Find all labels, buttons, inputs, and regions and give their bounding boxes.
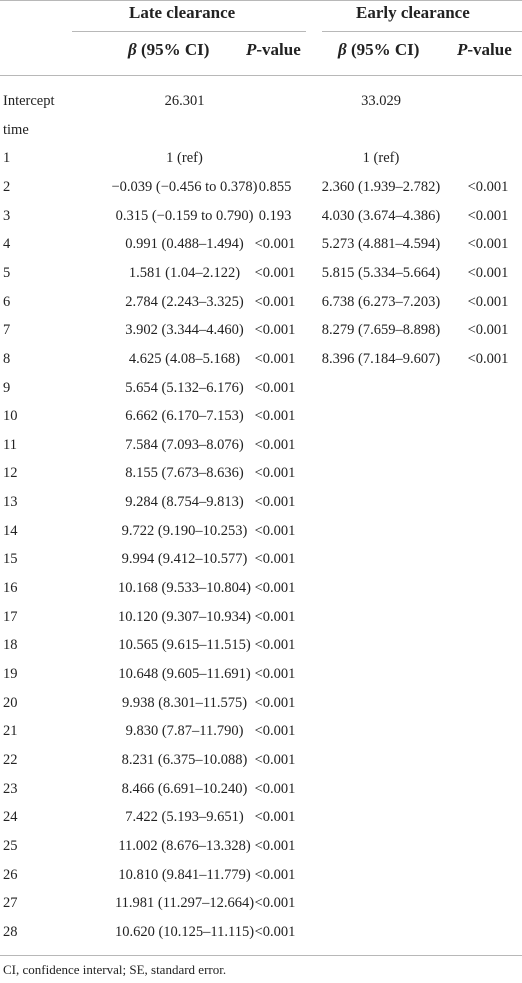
late-beta-cell: 11.002 (8.676–13.328) (118, 838, 251, 854)
row-label: 28 (3, 924, 18, 940)
early-group-rule (322, 31, 522, 32)
late-p-cell: <0.001 (254, 322, 296, 338)
late-p-cell: <0.001 (254, 752, 296, 768)
late-beta-cell: 1 (ref) (166, 150, 203, 166)
late-p-cell: <0.001 (254, 437, 296, 453)
early-beta-cell: 5.273 (4.881–4.594) (321, 236, 441, 252)
row-label: 4 (3, 236, 11, 252)
late-beta-cell: 11.981 (11.297–12.664) (114, 895, 255, 911)
late-beta-cell: 0.991 (0.488–1.494) (125, 236, 244, 252)
late-beta-cell: 10.810 (9.841–11.779) (118, 867, 251, 883)
late-p-suffix: -value (256, 40, 301, 59)
row-label: 2 (3, 179, 11, 195)
late-beta-cell: 9.722 (9.190–10.253) (121, 523, 248, 539)
late-p-cell: <0.001 (254, 609, 296, 625)
late-beta-cell: 8.155 (7.673–8.636) (125, 465, 244, 481)
late-p-symbol: P (246, 40, 257, 59)
late-p-cell: <0.001 (254, 351, 296, 367)
late-group-rule (72, 31, 306, 32)
late-beta-cell: 7.584 (7.093–8.076) (125, 437, 244, 453)
row-label: 9 (3, 380, 11, 396)
late-beta-cell: 10.168 (9.533–10.804) (118, 580, 251, 596)
late-p-cell: <0.001 (254, 695, 296, 711)
group-header-early: Early clearance (356, 3, 470, 22)
late-beta-cell: 9.994 (9.412–10.577) (121, 551, 248, 567)
row-label: 1 (3, 150, 11, 166)
row-label: 11 (3, 437, 17, 453)
late-p-cell: <0.001 (254, 408, 296, 424)
row-label: time (3, 122, 29, 138)
row-label: 25 (3, 838, 18, 854)
row-label: 22 (3, 752, 18, 768)
row-label: 6 (3, 294, 11, 310)
late-beta-cell: 5.654 (5.132–6.176) (125, 380, 244, 396)
row-label: Intercept (3, 93, 55, 109)
early-beta-cell: 5.815 (5.334–5.664) (321, 265, 441, 281)
row-label: 16 (3, 580, 18, 596)
early-p-symbol: P (457, 40, 468, 59)
late-beta-cell: 10.620 (10.125–11.115) (114, 924, 255, 940)
late-beta-cell: 6.662 (6.170–7.153) (125, 408, 244, 424)
late-p-cell: <0.001 (254, 781, 296, 797)
late-p-cell: <0.001 (254, 380, 296, 396)
late-beta-symbol: β (128, 40, 137, 59)
late-p-cell: <0.001 (254, 523, 296, 539)
late-p-cell: <0.001 (254, 809, 296, 825)
table-top-rule (0, 0, 522, 1)
late-p-cell: <0.001 (254, 637, 296, 653)
late-p-cell: <0.001 (254, 236, 296, 252)
late-p-cell: <0.001 (254, 723, 296, 739)
row-label: 19 (3, 666, 18, 682)
early-beta-cell: 8.279 (7.659–8.898) (321, 322, 441, 338)
late-p-cell: <0.001 (254, 294, 296, 310)
row-label: 20 (3, 695, 18, 711)
early-p-cell: <0.001 (467, 236, 509, 252)
early-beta-cell: 2.360 (1.939–2.782) (321, 179, 441, 195)
row-label: 8 (3, 351, 11, 367)
early-p-suffix: -value (467, 40, 512, 59)
late-beta-cell: 1.581 (1.04–2.122) (128, 265, 241, 281)
late-p-cell: <0.001 (254, 551, 296, 567)
late-p-cell: 0.855 (258, 179, 292, 195)
table-footnote: CI, confidence interval; SE, standard error. (3, 962, 227, 977)
early-beta-cell: 1 (ref) (362, 150, 400, 166)
row-label: 5 (3, 265, 11, 281)
row-label: 18 (3, 637, 18, 653)
late-beta-cell: 2.784 (2.243–3.325) (125, 294, 244, 310)
early-beta-cell: 33.029 (361, 93, 401, 109)
late-p-cell: <0.001 (254, 580, 296, 596)
early-beta-cell: 4.030 (3.674–4.386) (321, 208, 441, 224)
early-p-cell: <0.001 (467, 179, 509, 195)
early-beta-cell: 6.738 (6.273–7.203) (321, 294, 441, 310)
group-header-late: Late clearance (129, 3, 236, 22)
late-beta-cell: −0.039 (−0.456 to 0.378) (111, 179, 258, 195)
early-beta-header (338, 39, 419, 61)
late-beta-cell: 9.938 (8.301–11.575) (121, 695, 248, 711)
early-p-cell: <0.001 (467, 265, 509, 281)
row-label: 12 (3, 465, 18, 481)
row-label: 10 (3, 408, 18, 424)
late-p-cell: <0.001 (254, 867, 296, 883)
late-beta-cell: 10.120 (9.307–10.934) (118, 609, 251, 625)
late-p-cell: 0.193 (258, 208, 292, 224)
late-beta-cell: 26.301 (164, 93, 205, 109)
late-p-cell: <0.001 (254, 465, 296, 481)
late-beta-cell: 9.830 (7.87–11.790) (125, 723, 244, 739)
early-p-header (457, 39, 512, 61)
late-beta-cell: 10.648 (9.605–11.691) (118, 666, 251, 682)
late-beta-cell: 4.625 (4.08–5.168) (128, 351, 241, 367)
late-beta-cell: 8.466 (6.691–10.240) (121, 781, 248, 797)
early-p-cell: <0.001 (467, 351, 509, 367)
row-label: 3 (3, 208, 11, 224)
early-beta-ci-label: (95% CI) (350, 40, 420, 59)
late-p-cell: <0.001 (254, 666, 296, 682)
row-label: 27 (3, 895, 18, 911)
late-beta-cell: 7.422 (5.193–9.651) (125, 809, 244, 825)
early-beta-cell: 8.396 (7.184–9.607) (321, 351, 441, 367)
early-p-cell: <0.001 (467, 208, 509, 224)
early-p-cell: <0.001 (467, 294, 509, 310)
late-p-cell: <0.001 (254, 494, 296, 510)
late-beta-cell: 0.315 (−0.159 to 0.790) (115, 208, 254, 224)
late-p-cell: <0.001 (254, 895, 296, 911)
table-bottom-rule (0, 955, 522, 956)
late-p-cell: <0.001 (254, 838, 296, 854)
late-beta-cell: 8.231 (6.375–10.088) (121, 752, 248, 768)
late-p-header (246, 39, 301, 61)
row-label: 7 (3, 322, 11, 338)
row-label: 23 (3, 781, 18, 797)
row-label: 24 (3, 809, 18, 825)
late-beta-cell: 10.565 (9.615–11.515) (118, 637, 251, 653)
row-label: 17 (3, 609, 18, 625)
late-beta-cell: 3.902 (3.344–4.460) (125, 322, 244, 338)
late-beta-header (128, 39, 209, 61)
header-bottom-rule (0, 75, 522, 76)
early-beta-symbol: β (338, 40, 347, 59)
row-label: 14 (3, 523, 18, 539)
row-label: 26 (3, 867, 18, 883)
late-p-cell: <0.001 (254, 924, 296, 940)
late-beta-ci-label: (95% CI) (140, 40, 210, 59)
row-label: 21 (3, 723, 18, 739)
row-label: 15 (3, 551, 18, 567)
late-p-cell: <0.001 (254, 265, 296, 281)
late-beta-cell: 9.284 (8.754–9.813) (125, 494, 244, 510)
row-label: 13 (3, 494, 18, 510)
early-p-cell: <0.001 (467, 322, 509, 338)
